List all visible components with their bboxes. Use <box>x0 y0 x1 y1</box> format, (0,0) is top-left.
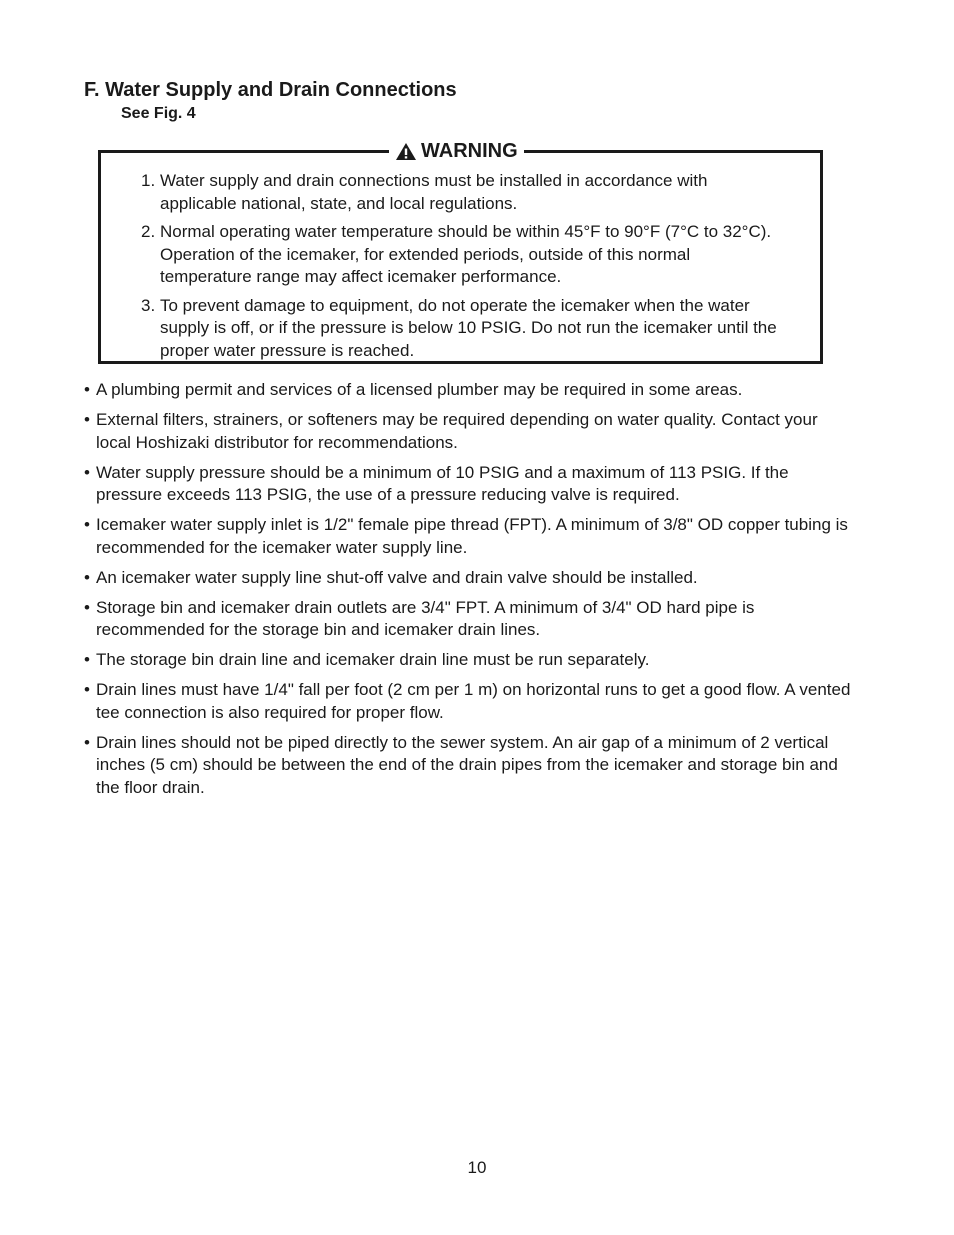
warning-item-number: 3. <box>141 295 156 315</box>
bullet-glyph: • <box>84 567 90 587</box>
list-item-text: Water supply pressure should be a minimum of 10 PSIG and a maximum of 113 PSIG. If the pressure exceeds 113 PSIG, the use of a pressure reducing valve is required. <box>96 462 789 504</box>
list-item-text: Icemaker water supply inlet is 1/2" female pipe thread (FPT). A minimum of 3/8" OD copper tubing is recommended for the icemaker water supply line. <box>96 515 848 557</box>
warning-label: WARNING <box>421 140 518 162</box>
page-number: 10 <box>467 1158 487 1177</box>
bullet-glyph: • <box>84 410 90 429</box>
warning-item-text: Normal operating water temperature should be within 45°F to 90°F (7°C to 32°C). Operation of the icemaker, for extended periods, outside of this normal temperature range may affect icemaker performance. <box>160 222 772 286</box>
warning-title <box>389 139 524 163</box>
list-item-text: The storage bin drain line and icemaker drain line must be run separately. <box>96 650 650 669</box>
list-item <box>84 732 854 800</box>
warning-item <box>141 221 781 289</box>
bullet-glyph: • <box>84 380 90 399</box>
list-item-text: Storage bin and icemaker drain outlets are 3/4" FPT. A minimum of 3/4" OD hard pipe is recommended for the storage bin and icemaker drain lines. <box>96 597 755 639</box>
figure-reference: See Fig. 4 <box>121 105 196 122</box>
warning-item-number: 1. <box>141 171 156 190</box>
list-item <box>84 649 854 672</box>
bullet-glyph: • <box>84 597 90 617</box>
list-item <box>84 409 854 454</box>
bullet-list <box>84 379 854 807</box>
warning-item-number: 2. <box>141 222 156 241</box>
bullet-glyph: • <box>84 732 90 752</box>
section-heading: F. Water Supply and Drain Connections <box>84 79 457 101</box>
list-item-text: A plumbing permit and services of a licensed plumber may be required in some areas. <box>96 380 743 399</box>
list-item <box>84 597 854 642</box>
bullet-glyph: • <box>84 462 90 482</box>
list-item-text: Drain lines must have 1/4" fall per foot (2 cm per 1 m) on horizontal runs to get a good flow. A vented tee connection is also required for proper flow. <box>96 680 851 722</box>
list-item-text: Drain lines should not be piped directly to the sewer system. An air gap of a minimum of 2 vertical inches (5 cm) should be between the end of the drain pipes from the icemaker and storage bin and the floor drain. <box>96 732 838 797</box>
warning-item <box>141 295 781 363</box>
bullet-glyph: • <box>84 650 90 669</box>
warning-item-text: Water supply and drain connections must be installed in accordance with applicable national, state, and local regulations. <box>160 171 708 213</box>
warning-item-text: To prevent damage to equipment, do not operate the icemaker when the water supply is off, or if the pressure is below 10 PSIG. Do not run the icemaker until the proper water pressure is reached. <box>160 295 777 360</box>
warning-list <box>141 170 781 368</box>
warning-item <box>141 170 781 215</box>
list-item <box>84 567 854 590</box>
list-item <box>84 462 854 507</box>
list-item-text: External filters, strainers, or softeners may be required depending on water quality. Contact your local Hoshizaki distributor for recommendations. <box>96 410 818 452</box>
list-item <box>84 379 854 402</box>
warning-triangle-icon <box>395 142 417 161</box>
list-item <box>84 679 854 724</box>
list-item-text: An icemaker water supply line shut-off valve and drain valve should be installed. <box>96 567 698 587</box>
bullet-glyph: • <box>84 515 90 534</box>
list-item <box>84 514 854 559</box>
bullet-glyph: • <box>84 680 90 699</box>
